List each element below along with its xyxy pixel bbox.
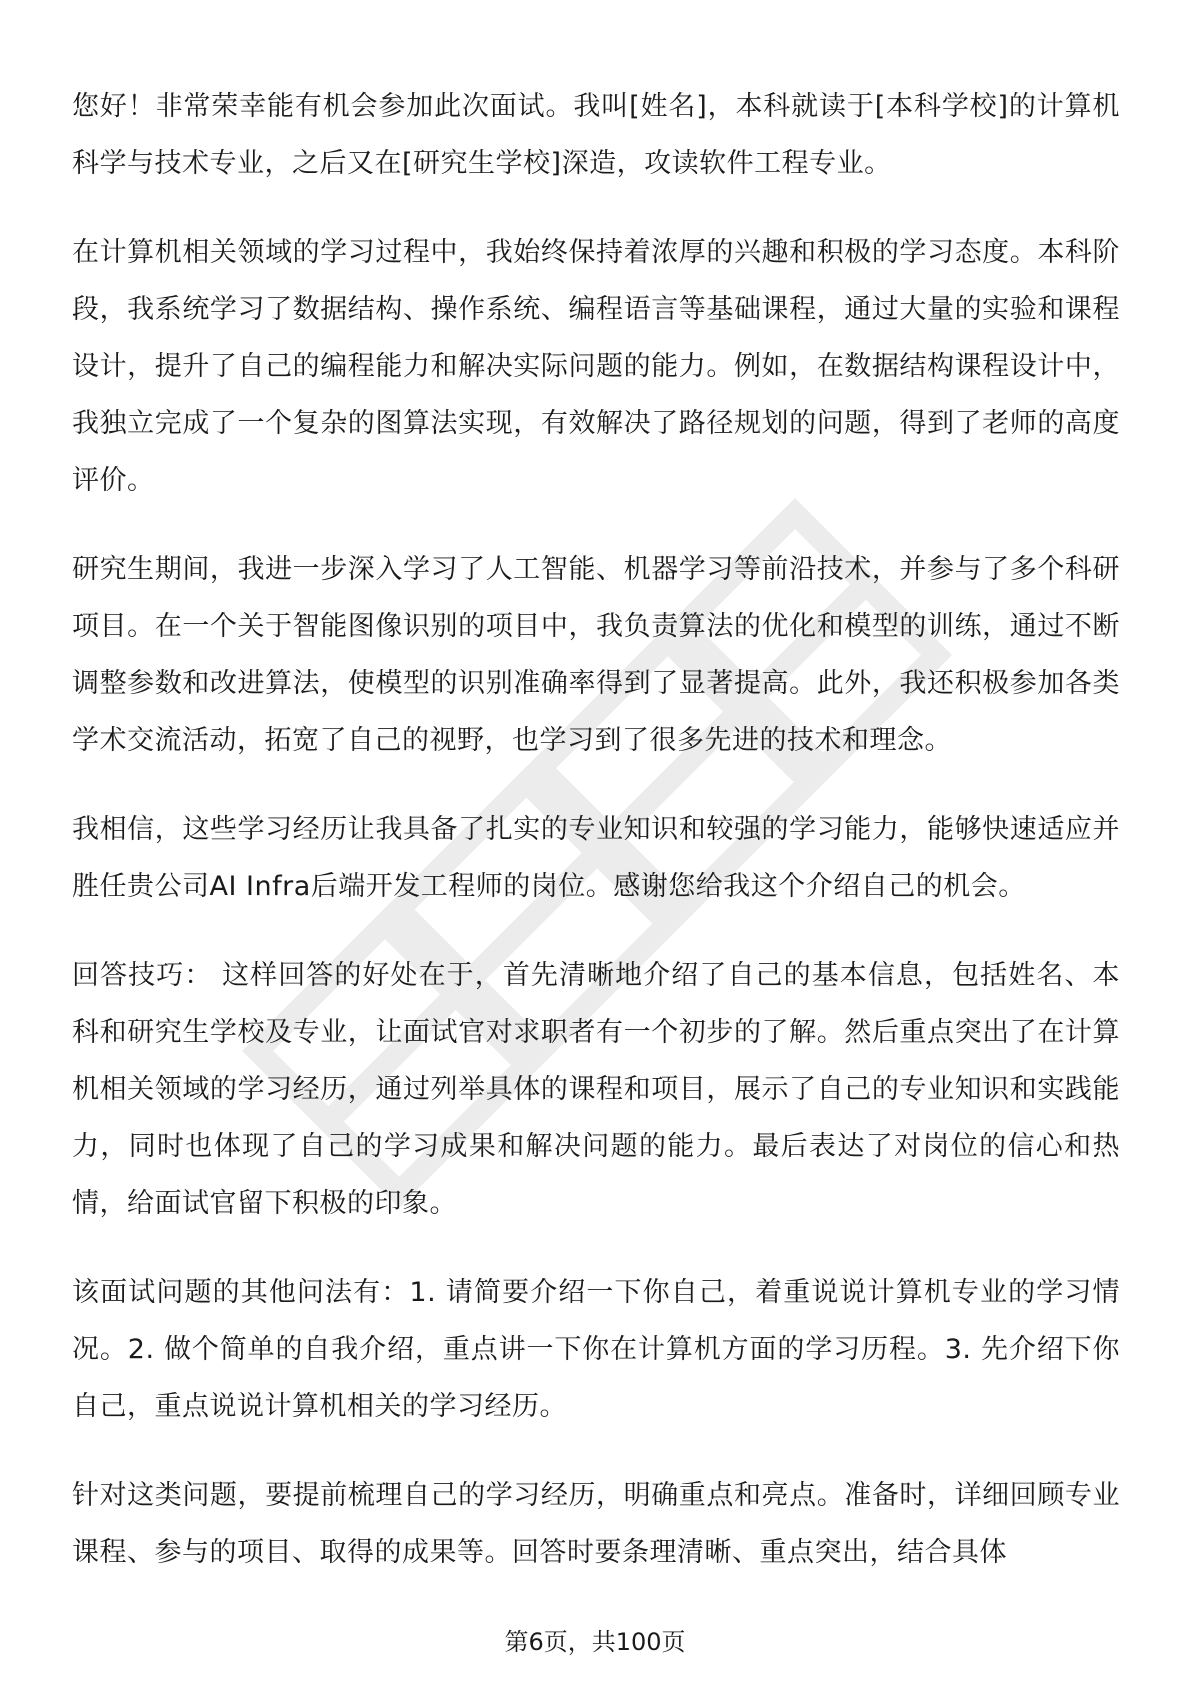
paragraph-intro: 您好！非常荣幸能有机会参加此次面试。我叫[姓名]，本科就读于[本科学校]的计算机科学与技术专业，之后又在[研究生学校]深造，攻读软件工程专业。 <box>72 91 1120 179</box>
paragraph-closing: 我相信，这些学习经历让我具备了扎实的专业知识和较强的学习能力，能够快速适应并胜任贵公司AI Infra后端开发工程师的岗位。感谢您给我这个介绍自己的机会。 <box>72 814 1120 902</box>
document-body <box>72 78 1120 1613</box>
page-number: 第6页，共100页 <box>504 1628 686 1656</box>
paragraph-preparation: 针对这类问题，要提前梳理自己的学习经历，明确重点和亮点。准备时，详细回顾专业课程、参与的项目、取得的成果等。回答时要条理清晰、重点突出，结合具体 <box>72 1480 1120 1568</box>
paragraph-graduate: 研究生期间，我进一步深入学习了人工智能、机器学习等前沿技术，并参与了多个科研项目。在一个关于智能图像识别的项目中，我负责算法的优化和模型的训练，通过不断调整参数和改进算法，使模型的识别准确率得到了显著提高。此外，我还积极参加各类学术交流活动，拓宽了自己的视野，也学习到了很多先进的技术和理念。 <box>72 554 1120 756</box>
paragraph-answer-tips: 回答技巧： 这样回答的好处在于，首先清晰地介绍了自己的基本信息，包括姓名、本科和研究生学校及专业，让面试官对求职者有一个初步的了解。然后重点突出了在计算机相关领域的学习经历，通过列举具体的课程和项目，展示了自己的专业知识和实践能力，同时也体现了自己的学习成果和解决问题的能力。最后表达了对岗位的信心和热情，给面试官留下积极的印象。 <box>72 960 1120 1219</box>
paragraph-alternate-questions: 该面试问题的其他问法有：1. 请简要介绍一下你自己，着重说说计算机专业的学习情况。2. 做个简单的自我介绍，重点讲一下你在计算机方面的学习历程。3. 先介绍下你自己，重点说说计算机相关的学习经历。 <box>72 1277 1120 1422</box>
paragraph-undergrad: 在计算机相关领域的学习过程中，我始终保持着浓厚的兴趣和积极的学习态度。本科阶段，我系统学习了数据结构、操作系统、编程语言等基础课程，通过大量的实验和课程设计，提升了自己的编程能力和解决实际问题的能力。例如，在数据结构课程设计中，我独立完成了一个复杂的图算法实现，有效解决了路径规划的问题，得到了老师的高度评价。 <box>72 237 1120 496</box>
